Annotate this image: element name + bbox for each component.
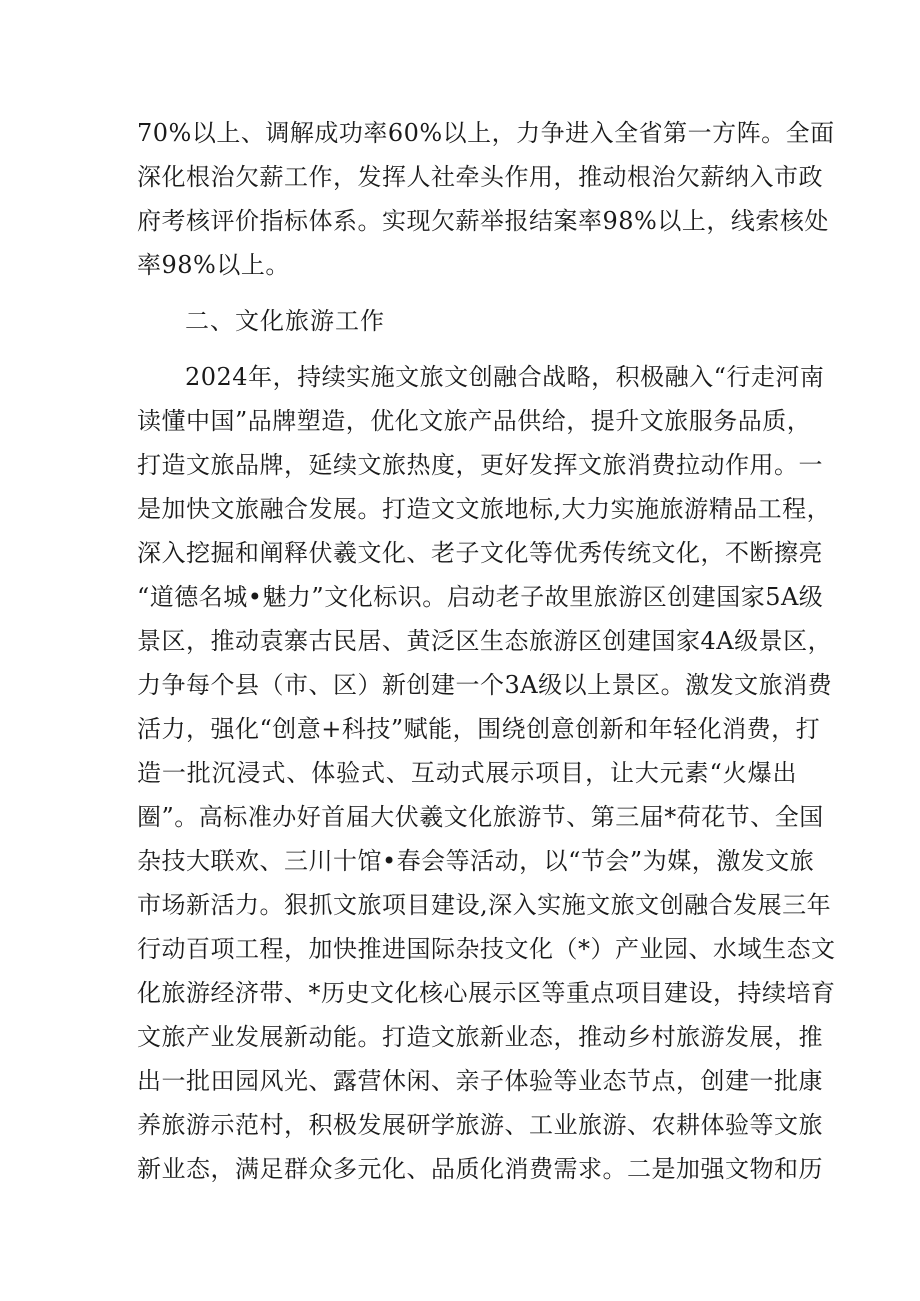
paragraph-2-line-11: 圈”。高标准办好首届大伏羲文化旅游节、第三届*荷花节、全国 — [137, 803, 824, 831]
paragraph-2-line-12: 杂技大联欢、三川十馆•春会等活动，以“节会”为媒，激发文旅 — [137, 847, 815, 875]
paragraph-2-line-4: 是加快文旅融合发展。打造文文旅地标,大力实施旅游精品工程， — [137, 495, 832, 523]
paragraph-2-line-18: 养旅游示范村，积极发展研学旅游、工业旅游、农耕体验等文旅 — [137, 1111, 823, 1139]
paragraph-2-line-14: 行动百项工程，加快推进国际杂技文化（*）产业园、水域生态文 — [137, 935, 836, 963]
paragraph-2-line-17: 出一批田园风光、露营休闲、亲子体验等业态节点，创建一批康 — [137, 1067, 823, 1095]
section-heading: 二、文化旅游工作 — [185, 307, 385, 335]
paragraph-2-line-6: “道德名城•魅力”文化标识。启动老子故里旅游区创建国家5A级 — [137, 583, 824, 611]
paragraph-2-line-13: 市场新活力。狠抓文旅项目建设,深入实施文旅文创融合发展三年 — [137, 891, 832, 919]
paragraph-2-line-1: 2024年，持续实施文旅文创融合战略，积极融入“行走河南 — [185, 363, 825, 391]
paragraph-2-line-10: 造一批沉浸式、体验式、互动式展示项目，让大元素“火爆出 — [137, 759, 797, 787]
paragraph-2-line-7: 景区，推动袁寨古民居、黄泛区生态旅游区创建国家4A级景区， — [137, 627, 833, 655]
paragraph-2-line-3: 打造文旅品牌，延续文旅热度，更好发挥文旅消费拉动作用。一 — [137, 451, 823, 479]
paragraph-2-line-2: 读懂中国”品牌塑造，优化文旅产品供给，提升文旅服务品质， — [137, 407, 812, 435]
paragraph-2-line-8: 力争每个县（市、区）新创建一个3A级以上景区。激发文旅消费 — [137, 671, 833, 699]
paragraph-2-line-19: 新业态，满足群众多元化、品质化消费需求。二是加强文物和历 — [137, 1155, 823, 1183]
paragraph-2-line-16: 文旅产业发展新动能。打造文旅新业态，推动乡村旅游发展，推 — [137, 1023, 823, 1051]
paragraph-2-line-15: 化旅游经济带、*历史文化核心展示区等重点项目建设，持续培育 — [137, 979, 836, 1007]
paragraph-1-line-2: 深化根治欠薪工作，发挥人社牵头作用，推动根治欠薪纳入市政 — [137, 163, 823, 191]
paragraph-1-line-1: 70%以上、调解成功率60%以上，力争进入全省第一方阵。全面 — [137, 119, 835, 147]
paragraph-2-line-9: 活力，强化“创意+科技”赋能，围绕创意创新和年轻化消费，打 — [137, 715, 821, 743]
paragraph-2-line-5: 深入挖掘和阐释伏羲文化、老子文化等优秀传统文化，不断擦亮 — [137, 539, 823, 567]
paragraph-1-line-4: 率98%以上。 — [137, 251, 290, 279]
paragraph-1-line-3: 府考核评价指标体系。实现欠薪举报结案率98%以上，线索核处 — [137, 207, 829, 235]
